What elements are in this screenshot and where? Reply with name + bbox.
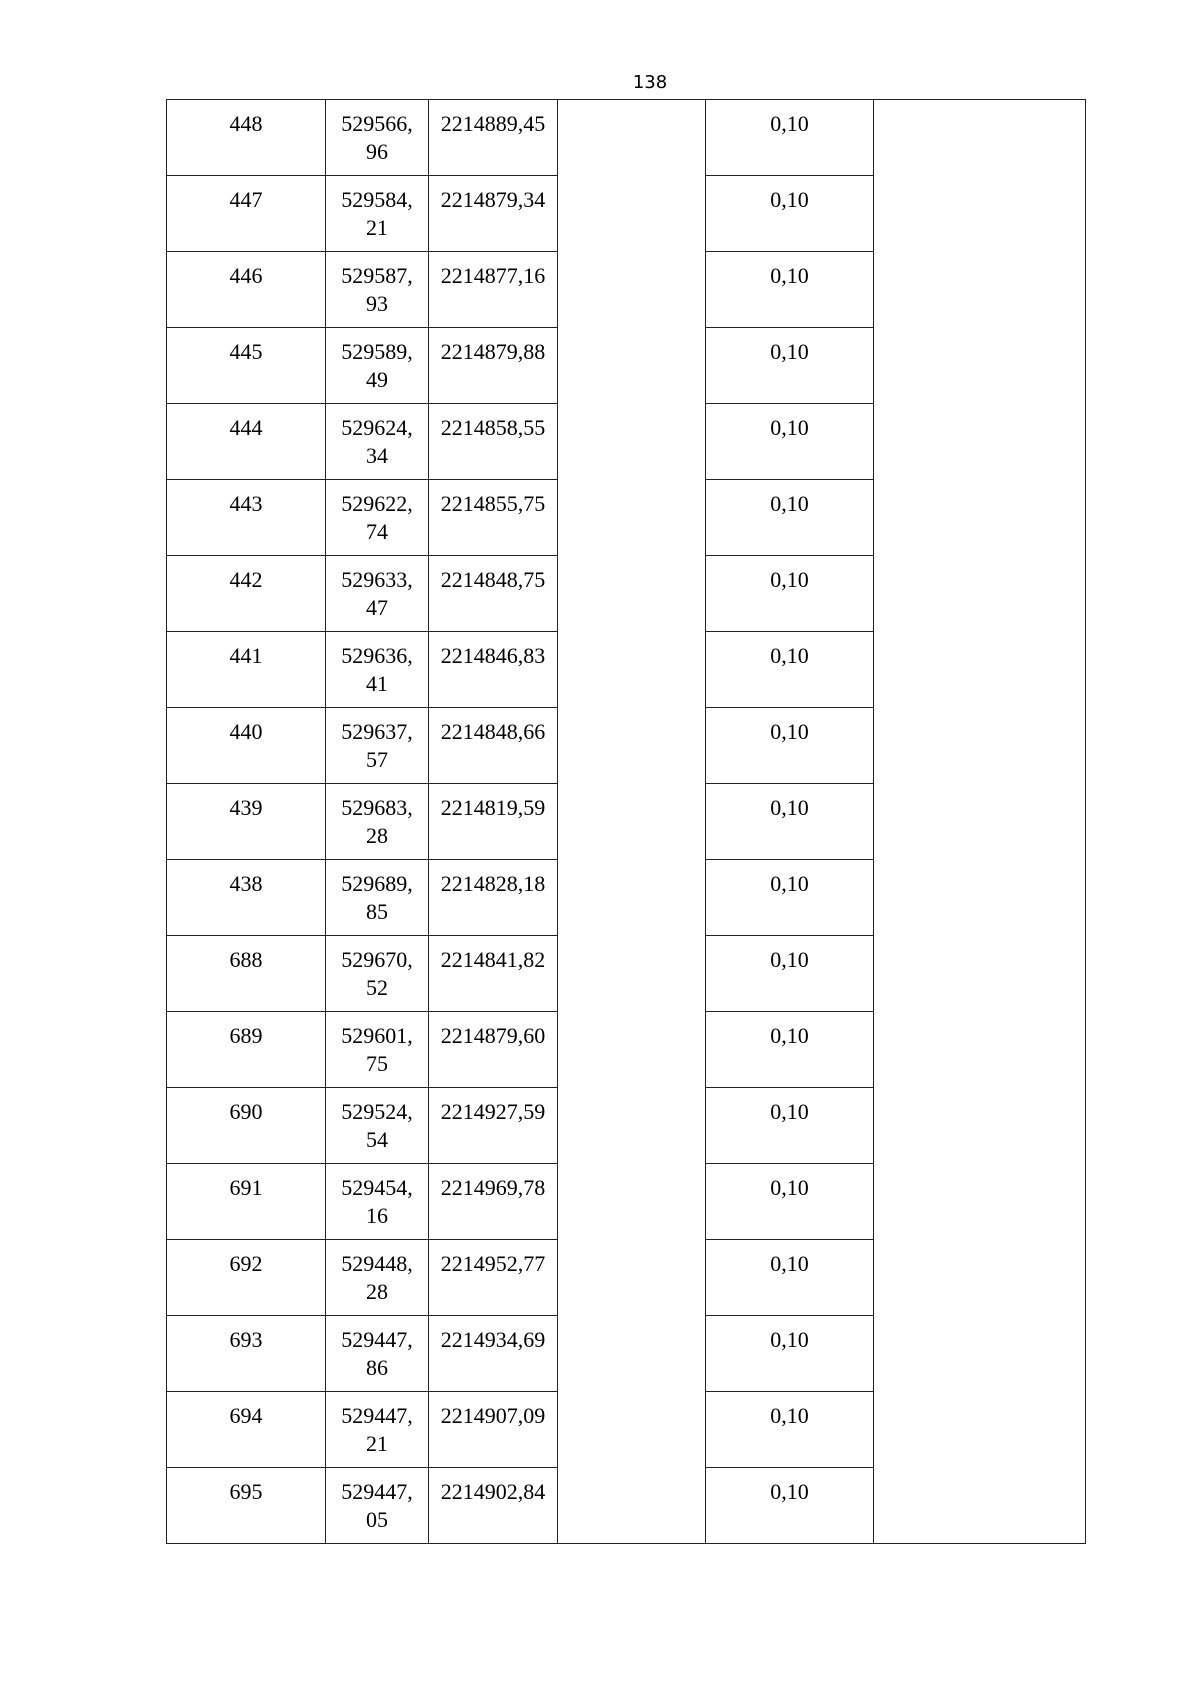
point-number-cell-text: 445 — [229, 339, 263, 364]
y-coordinate-cell-text: 2214855,75 — [440, 491, 546, 516]
accuracy-cell — [706, 1392, 874, 1468]
y-coordinate-cell — [429, 1240, 558, 1316]
point-number-cell — [167, 480, 326, 556]
table-row — [167, 100, 1086, 176]
point-number-cell-text: 689 — [229, 1023, 263, 1048]
accuracy-cell — [706, 860, 874, 936]
y-coordinate-cell — [429, 1088, 558, 1164]
y-coordinate-cell — [429, 632, 558, 708]
accuracy-cell — [706, 480, 874, 556]
point-number-cell-text: 693 — [229, 1327, 263, 1352]
accuracy-cell — [706, 936, 874, 1012]
y-coordinate-cell — [429, 252, 558, 328]
y-coordinate-cell-text: 2214902,84 — [440, 1479, 546, 1504]
accuracy-cell-text: 0,10 — [770, 567, 809, 592]
point-number-cell-text: 441 — [229, 643, 263, 668]
point-number-cell-text: 694 — [229, 1403, 263, 1428]
accuracy-cell-text: 0,10 — [770, 643, 809, 668]
y-coordinate-cell-text: 2214858,55 — [440, 415, 546, 440]
y-coordinate-cell — [429, 784, 558, 860]
accuracy-cell-text: 0,10 — [770, 1479, 809, 1504]
accuracy-cell — [706, 1316, 874, 1392]
accuracy-cell — [706, 176, 874, 252]
point-number-cell-text: 442 — [229, 567, 263, 592]
accuracy-cell-text: 0,10 — [770, 719, 809, 744]
x-coordinate-cell-text: 529683, 28 — [341, 795, 413, 848]
accuracy-cell — [706, 1012, 874, 1088]
table-body — [167, 100, 1086, 1544]
accuracy-cell — [706, 1164, 874, 1240]
accuracy-cell-text: 0,10 — [770, 1327, 809, 1352]
accuracy-cell-text: 0,10 — [770, 1099, 809, 1124]
y-coordinate-cell-text: 2214879,60 — [440, 1023, 546, 1048]
accuracy-cell-text: 0,10 — [770, 1023, 809, 1048]
x-coordinate-cell-text: 529454, 16 — [341, 1175, 413, 1228]
y-coordinate-cell-text: 2214952,77 — [440, 1251, 546, 1276]
point-number-cell — [167, 176, 326, 252]
accuracy-cell — [706, 100, 874, 176]
y-coordinate-cell-text: 2214889,45 — [440, 111, 546, 136]
point-number-cell-text: 438 — [229, 871, 263, 896]
y-coordinate-cell-text: 2214969,78 — [440, 1175, 546, 1200]
point-number-cell — [167, 100, 326, 176]
y-coordinate-cell-text: 2214848,75 — [440, 567, 546, 592]
accuracy-cell-text: 0,10 — [770, 795, 809, 820]
y-coordinate-cell-text: 2214846,83 — [440, 643, 546, 668]
x-coordinate-cell — [326, 252, 429, 328]
point-number-cell-text: 439 — [229, 795, 263, 820]
point-number-cell — [167, 252, 326, 328]
y-coordinate-cell — [429, 1468, 558, 1544]
empty-merged-cell — [558, 100, 706, 1544]
accuracy-cell-text: 0,10 — [770, 491, 809, 516]
y-coordinate-cell-text: 2214879,88 — [440, 339, 546, 364]
coordinates-table — [166, 99, 1086, 1544]
y-coordinate-cell-text: 2214907,09 — [440, 1403, 546, 1428]
accuracy-cell — [706, 708, 874, 784]
x-coordinate-cell-text: 529447, 21 — [341, 1403, 413, 1456]
y-coordinate-cell — [429, 328, 558, 404]
point-number-cell — [167, 556, 326, 632]
point-number-cell — [167, 936, 326, 1012]
x-coordinate-cell-text: 529448, 28 — [341, 1251, 413, 1304]
point-number-cell — [167, 784, 326, 860]
accuracy-cell — [706, 252, 874, 328]
x-coordinate-cell-text: 529637, 57 — [341, 719, 413, 772]
y-coordinate-cell-text: 2214934,69 — [440, 1327, 546, 1352]
x-coordinate-cell-text: 529624, 34 — [341, 415, 413, 468]
x-coordinate-cell — [326, 1468, 429, 1544]
accuracy-cell-text: 0,10 — [770, 947, 809, 972]
accuracy-cell-text: 0,10 — [770, 1251, 809, 1276]
point-number-cell — [167, 404, 326, 480]
y-coordinate-cell — [429, 860, 558, 936]
x-coordinate-cell-text: 529601, 75 — [341, 1023, 413, 1076]
x-coordinate-cell-text: 529636, 41 — [341, 643, 413, 696]
x-coordinate-cell-text: 529689, 85 — [341, 871, 413, 924]
x-coordinate-cell — [326, 1164, 429, 1240]
page-number: 138 — [632, 72, 668, 93]
x-coordinate-cell — [326, 936, 429, 1012]
x-coordinate-cell — [326, 1316, 429, 1392]
x-coordinate-cell-text: 529622, 74 — [341, 491, 413, 544]
x-coordinate-cell — [326, 328, 429, 404]
accuracy-cell — [706, 328, 874, 404]
y-coordinate-cell-text: 2214819,59 — [440, 795, 546, 820]
empty-merged-cell-last — [874, 100, 1086, 1544]
y-coordinate-cell-text: 2214879,34 — [440, 187, 546, 212]
x-coordinate-cell-text: 529633, 47 — [341, 567, 413, 620]
x-coordinate-cell — [326, 632, 429, 708]
y-coordinate-cell-text: 2214848,66 — [440, 719, 546, 744]
x-coordinate-cell — [326, 1240, 429, 1316]
point-number-cell-text: 691 — [229, 1175, 263, 1200]
point-number-cell — [167, 328, 326, 404]
y-coordinate-cell — [429, 100, 558, 176]
x-coordinate-cell-text: 529670, 52 — [341, 947, 413, 1000]
x-coordinate-cell — [326, 708, 429, 784]
accuracy-cell-text: 0,10 — [770, 339, 809, 364]
y-coordinate-cell — [429, 556, 558, 632]
x-coordinate-cell — [326, 1088, 429, 1164]
accuracy-cell-text: 0,10 — [770, 1403, 809, 1428]
accuracy-cell — [706, 1088, 874, 1164]
accuracy-cell — [706, 404, 874, 480]
x-coordinate-cell — [326, 1392, 429, 1468]
accuracy-cell — [706, 1468, 874, 1544]
x-coordinate-cell-text: 529447, 05 — [341, 1479, 413, 1532]
y-coordinate-cell — [429, 1164, 558, 1240]
point-number-cell — [167, 1012, 326, 1088]
point-number-cell-text: 446 — [229, 263, 263, 288]
y-coordinate-cell-text: 2214927,59 — [440, 1099, 546, 1124]
y-coordinate-cell — [429, 1316, 558, 1392]
point-number-cell — [167, 1240, 326, 1316]
point-number-cell — [167, 1316, 326, 1392]
y-coordinate-cell — [429, 404, 558, 480]
y-coordinate-cell — [429, 1012, 558, 1088]
point-number-cell-text: 448 — [229, 111, 263, 136]
x-coordinate-cell — [326, 556, 429, 632]
accuracy-cell-text: 0,10 — [770, 871, 809, 896]
x-coordinate-cell-text: 529524, 54 — [341, 1099, 413, 1152]
y-coordinate-cell — [429, 1392, 558, 1468]
point-number-cell-text: 440 — [229, 719, 263, 744]
x-coordinate-cell — [326, 100, 429, 176]
x-coordinate-cell — [326, 480, 429, 556]
point-number-cell — [167, 708, 326, 784]
accuracy-cell-text: 0,10 — [770, 415, 809, 440]
point-number-cell-text: 688 — [229, 947, 263, 972]
y-coordinate-cell-text: 2214841,82 — [440, 947, 546, 972]
x-coordinate-cell-text: 529584, 21 — [341, 187, 413, 240]
y-coordinate-cell-text: 2214877,16 — [440, 263, 546, 288]
accuracy-cell — [706, 556, 874, 632]
point-number-cell-text: 447 — [229, 187, 263, 212]
point-number-cell — [167, 1164, 326, 1240]
x-coordinate-cell — [326, 784, 429, 860]
point-number-cell-text: 690 — [229, 1099, 263, 1124]
x-coordinate-cell-text: 529589, 49 — [341, 339, 413, 392]
x-coordinate-cell — [326, 176, 429, 252]
y-coordinate-cell — [429, 936, 558, 1012]
x-coordinate-cell — [326, 860, 429, 936]
point-number-cell — [167, 1392, 326, 1468]
point-number-cell-text: 695 — [229, 1479, 263, 1504]
y-coordinate-cell — [429, 708, 558, 784]
x-coordinate-cell-text: 529566, 96 — [341, 111, 413, 164]
accuracy-cell — [706, 784, 874, 860]
point-number-cell — [167, 1088, 326, 1164]
x-coordinate-cell — [326, 1012, 429, 1088]
point-number-cell-text: 443 — [229, 491, 263, 516]
x-coordinate-cell — [326, 404, 429, 480]
point-number-cell — [167, 1468, 326, 1544]
accuracy-cell — [706, 1240, 874, 1316]
accuracy-cell-text: 0,10 — [770, 187, 809, 212]
point-number-cell — [167, 860, 326, 936]
x-coordinate-cell-text: 529447, 86 — [341, 1327, 413, 1380]
accuracy-cell-text: 0,10 — [770, 263, 809, 288]
accuracy-cell — [706, 632, 874, 708]
y-coordinate-cell — [429, 176, 558, 252]
point-number-cell-text: 444 — [229, 415, 263, 440]
y-coordinate-cell — [429, 480, 558, 556]
accuracy-cell-text: 0,10 — [770, 111, 809, 136]
x-coordinate-cell-text: 529587, 93 — [341, 263, 413, 316]
y-coordinate-cell-text: 2214828,18 — [440, 871, 546, 896]
point-number-cell-text: 692 — [229, 1251, 263, 1276]
point-number-cell — [167, 632, 326, 708]
accuracy-cell-text: 0,10 — [770, 1175, 809, 1200]
